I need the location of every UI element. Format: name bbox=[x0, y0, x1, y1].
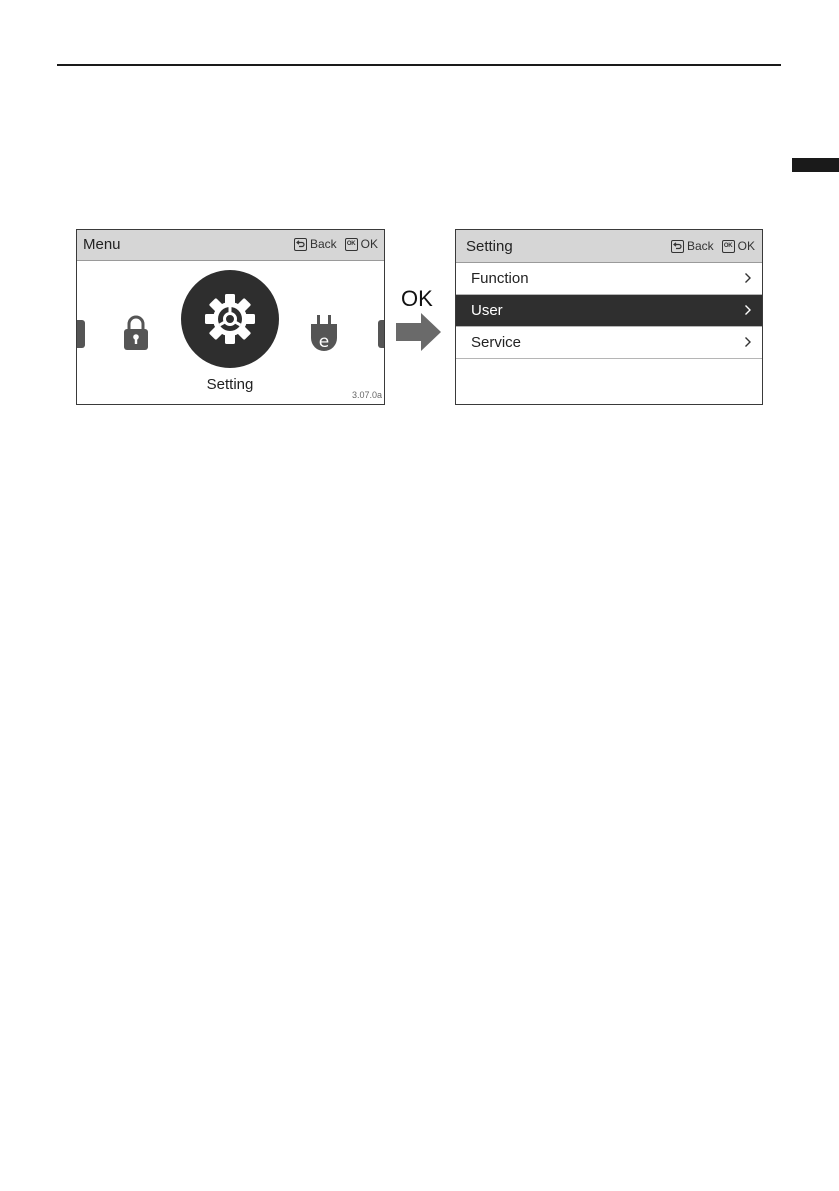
list-item-label: Function bbox=[471, 270, 529, 287]
screen-code: 3.07.0a bbox=[351, 390, 382, 400]
back-icon[interactable] bbox=[294, 238, 307, 251]
energy-plug-icon[interactable] bbox=[309, 314, 339, 359]
list-item-label: Service bbox=[471, 334, 522, 351]
ok-label: OK bbox=[360, 237, 378, 251]
setting-title: Setting bbox=[466, 238, 513, 255]
gear-icon bbox=[203, 292, 257, 346]
chevron-right-icon bbox=[744, 272, 752, 284]
ok-key-icon[interactable]: OK bbox=[345, 238, 358, 251]
chevron-right-icon bbox=[744, 336, 752, 348]
menu-title: Menu bbox=[83, 236, 121, 253]
list-item-label: User bbox=[471, 302, 503, 319]
chevron-right-icon bbox=[744, 304, 752, 316]
section-tab-marker bbox=[792, 158, 839, 172]
lock-icon[interactable] bbox=[122, 314, 150, 357]
setting-list bbox=[456, 263, 762, 359]
list-item-service[interactable] bbox=[456, 327, 762, 359]
menu-title-bar bbox=[77, 230, 384, 261]
ok-key-icon[interactable]: OK bbox=[722, 240, 735, 253]
partial-right-icon[interactable] bbox=[378, 320, 385, 348]
svg-text:e: e bbox=[318, 332, 330, 352]
ok-transition-label: OK bbox=[401, 286, 433, 311]
back-label: Back bbox=[686, 239, 714, 253]
setting-hint-group bbox=[671, 239, 755, 253]
setting-menu-item[interactable] bbox=[181, 270, 279, 368]
menu-screen bbox=[76, 229, 385, 405]
list-item-function[interactable] bbox=[456, 263, 762, 295]
setting-screen bbox=[455, 229, 763, 405]
list-item-user[interactable] bbox=[456, 295, 762, 327]
ok-label: OK bbox=[737, 239, 755, 253]
arrow-right-icon bbox=[396, 313, 442, 351]
partial-left-icon[interactable] bbox=[76, 320, 85, 348]
back-icon[interactable] bbox=[671, 240, 684, 253]
page-header-rule bbox=[57, 64, 781, 66]
selected-menu-label: Setting bbox=[206, 376, 254, 393]
setting-title-bar bbox=[456, 230, 762, 263]
back-label: Back bbox=[309, 237, 337, 251]
menu-hint-group bbox=[294, 237, 378, 251]
